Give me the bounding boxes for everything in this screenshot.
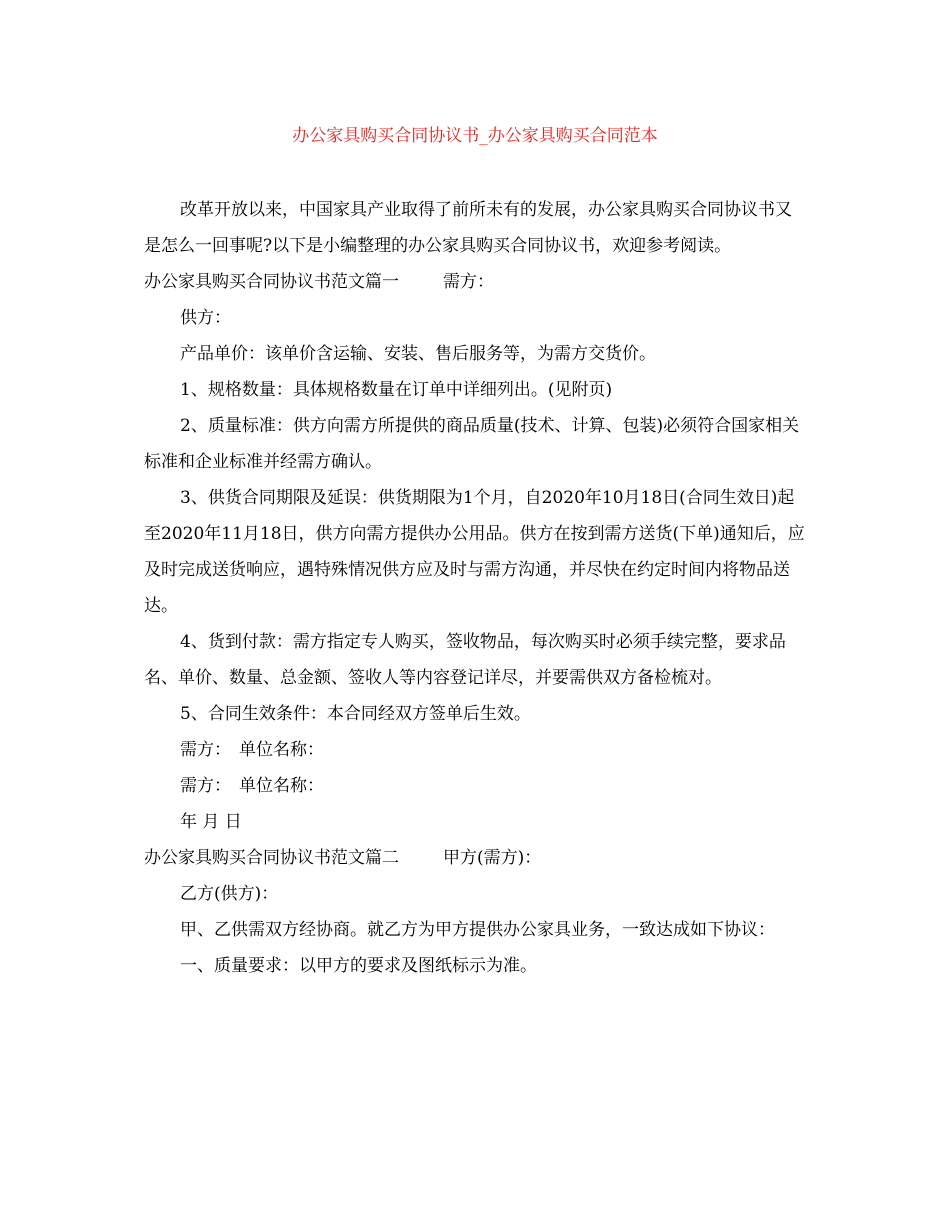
section1-clause-1: 1、规格数量：具体规格数量在订单中详细列出。(见附页): [180, 380, 613, 400]
intro-paragraph: 改革开放以来，中国家具产业取得了前所未有的发展，办公家具购买合同协议书又是怎么一回事呢?以下是小编整理的办公家具购买合同协议书，欢迎参考阅读。: [144, 200, 792, 256]
section1-clause-5: 5、合同生效条件：本合同经双方签单后生效。: [180, 704, 531, 724]
signature-a-label: 需方：: [180, 740, 231, 760]
section2-preamble: 甲、乙供需双方经协商。就乙方为甲方提供办公家具业务，一致达成如下协议：: [180, 920, 775, 940]
section1-clause-2: 2、质量标准：供方向需方所提供的商品质量(技术、计算、包装)必须符合国家相关标准和企业标准并经需方确认。: [144, 416, 800, 472]
section1-heading-line: [144, 264, 806, 300]
signature-a-field: 单位名称：: [239, 740, 324, 760]
section2-party-a: 甲方(需方)：: [443, 848, 542, 868]
section1-party-demand: 需方：: [443, 272, 494, 292]
section2-heading-line: [144, 840, 806, 876]
date-line: 年 月 日: [180, 812, 242, 832]
signature-line-a: [144, 732, 806, 768]
document-body: [144, 192, 806, 984]
section2-heading: 办公家具购买合同协议书范文篇二: [144, 848, 399, 868]
section1-supplier: 供方：: [180, 308, 231, 328]
section1-heading: 办公家具购买合同协议书范文篇一: [144, 272, 399, 292]
section1-unit-price: 产品单价：该单价含运输、安装、售后服务等，为需方交货价。: [180, 344, 656, 364]
document-title: 办公家具购买合同协议书_办公家具购买合同范本: [292, 126, 658, 146]
section2-party-b: 乙方(供方)：: [180, 884, 279, 904]
signature-b-field: 单位名称：: [239, 776, 324, 796]
section1-clause-3: 3、供货合同期限及延误：供货期限为1个月，自2020年10月18日(合同生效日)起至2020年11月18日，供方向需方提供办公用品。供方在按到需方送货(下单)通知后，应及时完成送货响应，遇特殊情况供方应及时与需方沟通，并尽快在约定时间内将物品送达。: [144, 488, 805, 616]
section1-clause-4: 4、货到付款：需方指定专人购买，签收物品，每次购买时必须手续完整，要求品名、单价、数量、总金额、签收人等内容登记详尽，并要需供双方备检梳对。: [144, 632, 786, 688]
signature-line-b: [144, 768, 806, 804]
section2-clause-1: 一、质量要求：以甲方的要求及图纸标示为准。: [180, 956, 537, 976]
signature-b-label: 需方：: [180, 776, 231, 796]
